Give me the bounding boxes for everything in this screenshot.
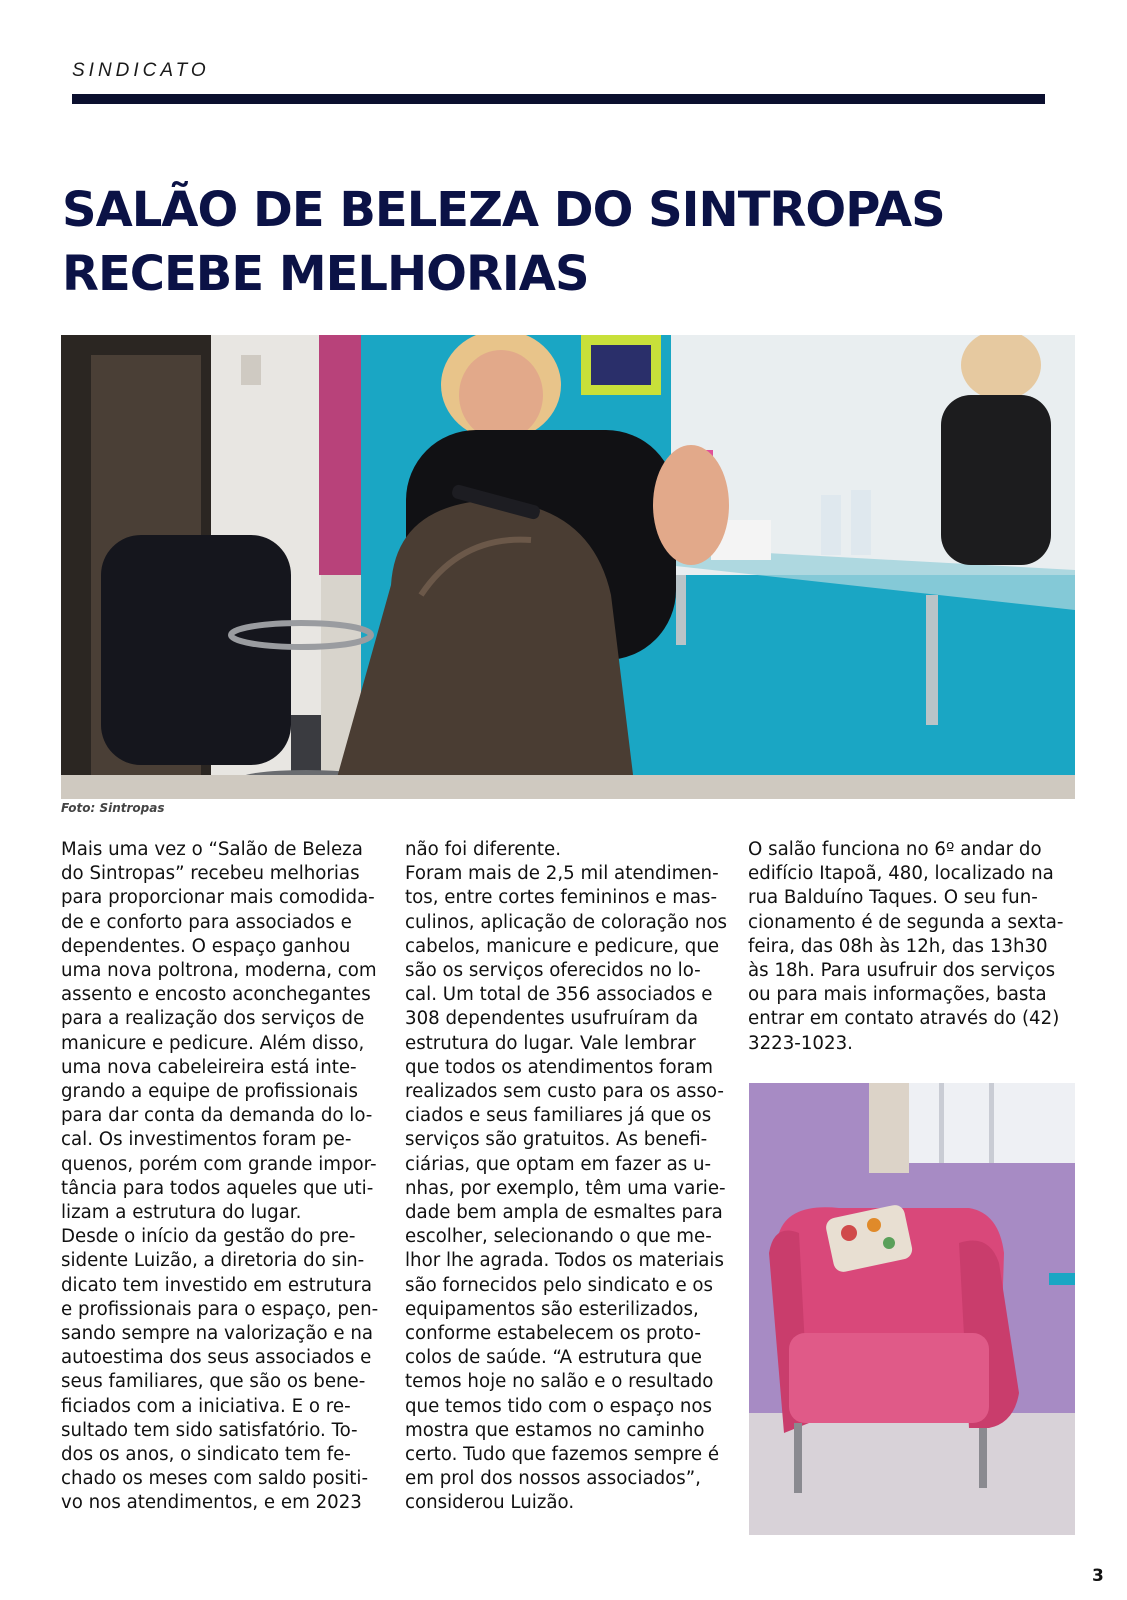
text-line: para dar conta da demanda do lo- [61, 1105, 373, 1127]
text-line: são os serviços oferecidos no lo- [405, 960, 701, 982]
text-line: edifício Itapoã, 480, localizado na [748, 863, 1054, 885]
text-line: equipamentos são esterilizados, [405, 1298, 699, 1320]
text-line: dade bem ampla de esmaltes para [405, 1202, 723, 1224]
text-line: em prol dos nossos associados”, [405, 1468, 701, 1490]
text-line: tância para todos aqueles que uti- [61, 1177, 374, 1199]
text-line: serviços são gratuitos. As benefi- [405, 1129, 708, 1151]
text-line: realizados sem custo para os asso- [405, 1081, 724, 1103]
text-line: 308 dependentes usufruíram da [405, 1008, 699, 1030]
text-line: lhor lhe agrada. Todos os materiais [405, 1250, 724, 1272]
text-line: manicure e pedicure. Além disso, [61, 1032, 365, 1054]
text-line: escolher, selecionando o que me- [405, 1226, 712, 1248]
text-line: lizam a estrutura do lugar. [61, 1202, 302, 1224]
text-line: chado os meses com saldo positi- [61, 1468, 369, 1490]
text-line: culinos, aplicação de coloração nos [405, 911, 727, 933]
text-line: sidente Luizão, a diretoria do sin- [61, 1250, 365, 1272]
text-line: cal. Um total de 356 associados e [405, 984, 713, 1006]
text-line: Mais uma vez o “Salão de Beleza [61, 839, 363, 860]
article-column-1 [61, 838, 389, 1516]
text-line: dos os anos, o sindicato tem fe- [61, 1444, 351, 1466]
text-line: uma nova cabeleireira está inte- [61, 1056, 357, 1078]
header-rule [72, 94, 1045, 104]
text-line: de e conforto para associados e [61, 911, 352, 933]
text-line: ou para mais informações, basta [748, 984, 1047, 1006]
text-line: dependentes. O espaço ganhou [61, 935, 351, 957]
text-line: cabelos, manicure e pedicure, que [405, 935, 720, 957]
text-line: mostra que estamos no caminho [405, 1419, 705, 1441]
text-line: às 18h. Para usufruir dos serviços [748, 960, 1056, 982]
text-line: feira, das 08h às 12h, das 13h30 [748, 935, 1048, 957]
salon-photo [61, 335, 1075, 799]
text-line: tos, entre cortes femininos e mas- [405, 887, 718, 909]
text-line: e profissionais para o espaço, pen- [61, 1298, 379, 1320]
text-line: grando a equipe de profissionais [61, 1081, 358, 1103]
text-line: ciados e seus familiares já que os [405, 1105, 712, 1127]
article-column-3 [748, 838, 1078, 1056]
text-line: vo nos atendimentos, e em 2023 [61, 1492, 362, 1514]
article-headline: SALÃO DE BELEZA DO SINTROPAS RECEBE MELHORIAS [62, 182, 945, 302]
text-line: sultado tem sido satisfatório. To- [61, 1419, 358, 1441]
article-column-2 [405, 838, 733, 1516]
text-line: cionamento é de segunda a sexta- [748, 911, 1064, 933]
text-line: O salão funciona no 6º andar do [748, 839, 1042, 860]
text-line: Desde o início da gestão do pre- [61, 1226, 356, 1248]
text-line: certo. Tudo que fazemos sempre é [405, 1444, 720, 1466]
text-line: ciárias, que optam em fazer as u- [405, 1153, 712, 1175]
text-line: nhas, por exemplo, têm uma varie- [405, 1177, 726, 1199]
text-line: colos de saúde. “A estrutura que [405, 1347, 702, 1369]
text-line: dicato tem investido em estrutura [61, 1274, 373, 1296]
text-line: ficiados com a iniciativa. E o re- [61, 1395, 351, 1417]
text-line: conforme estabelecem os proto- [405, 1323, 701, 1345]
text-line: rua Balduíno Taques. O seu fun- [748, 887, 1038, 909]
armchair-photo [749, 1083, 1075, 1535]
text-line: do Sintropas” recebeu melhorias [61, 863, 360, 885]
text-line: 3223-1023. [748, 1032, 853, 1054]
text-line: para proporcionar mais comodida- [61, 887, 375, 909]
text-line: não foi diferente. [405, 839, 562, 860]
text-line: que temos tido com o espaço nos [405, 1395, 713, 1417]
text-line: sando sempre na valorização e na [61, 1323, 374, 1345]
text-line: autoestima dos seus associados e [61, 1347, 372, 1369]
text-line: entrar em contato através do (42) [748, 1008, 1060, 1030]
text-line: uma nova poltrona, moderna, com [61, 960, 377, 982]
section-label: SINDICATO [72, 60, 210, 81]
page-number: 3 [1092, 1566, 1104, 1586]
text-line: que todos os atendimentos foram [405, 1056, 714, 1078]
text-line: assento e encosto aconchegantes [61, 984, 371, 1006]
text-line: considerou Luizão. [405, 1492, 575, 1514]
text-line: seus familiares, que são os bene- [61, 1371, 366, 1393]
photo-caption: Foto: Sintropas [61, 801, 165, 815]
text-line: Foram mais de 2,5 mil atendimen- [405, 863, 719, 885]
text-line: para a realização dos serviços de [61, 1008, 365, 1030]
text-line: são fornecidos pelo sindicato e os [405, 1274, 714, 1296]
text-line: estrutura do lugar. Vale lembrar [405, 1032, 696, 1054]
text-line: quenos, porém com grande impor- [61, 1153, 377, 1175]
text-line: temos hoje no salão e o resultado [405, 1371, 714, 1393]
text-line: cal. Os investimentos foram pe- [61, 1129, 352, 1151]
